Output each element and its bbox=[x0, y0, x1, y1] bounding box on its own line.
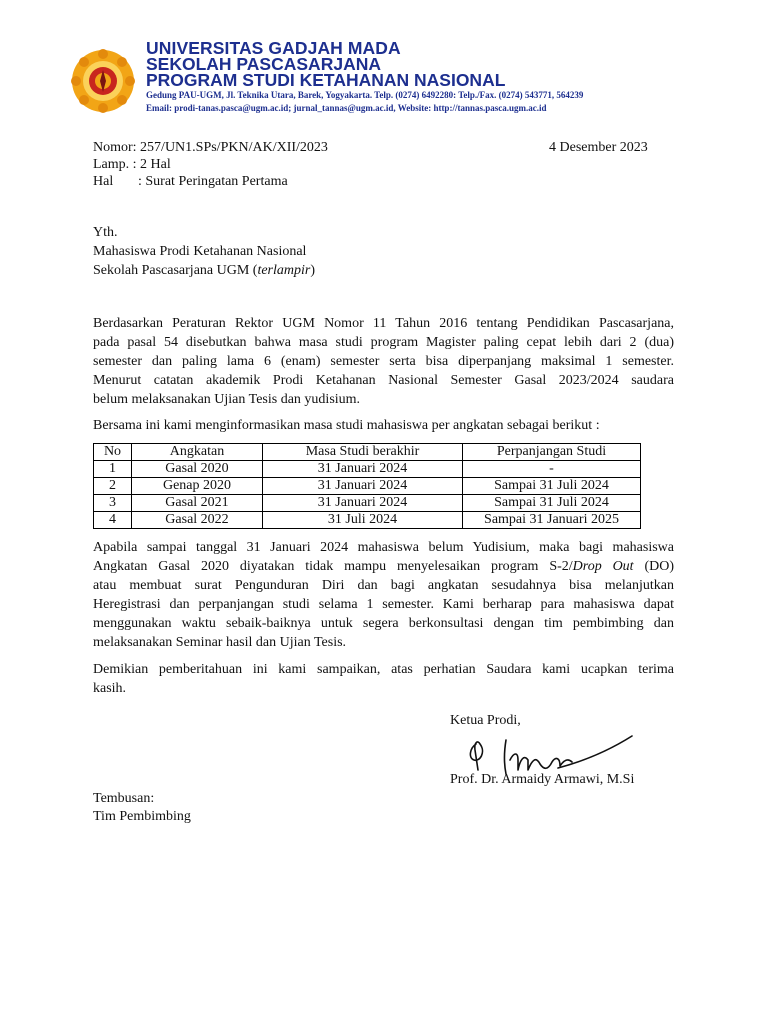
header-perpanjangan: Perpanjangan Studi bbox=[463, 444, 641, 461]
recipient-line-1: Mahasiswa Prodi Ketahanan Nasional bbox=[93, 244, 307, 259]
table-header-row bbox=[94, 444, 641, 461]
cell-perpanjangan: - bbox=[463, 461, 641, 478]
cell-masa-studi: 31 Januari 2024 bbox=[263, 495, 463, 512]
table-row bbox=[94, 478, 641, 495]
cell-angkatan: Gasal 2021 bbox=[132, 495, 263, 512]
cell-perpanjangan: Sampai 31 Juli 2024 bbox=[463, 478, 641, 495]
paragraph-regulation: Berdasarkan Peraturan Rektor UGM Nomor 11 Tahun 2016 tentang Pendidikan Pascasarjana, pada pasal 54 disebutkan bahwa masa studi program Magister paling cepat lebih dari 2 (dua) semester dan paling lama 6 (enam) semester serta bisa diperpanjang maksimal 1 semester. Menurut catatan akademik Prodi Ketahanan Nasional Semester Gasal 2023/2024 saudara belum melaksanakan Ujian Tesis dan yudisium. bbox=[93, 316, 674, 407]
subject-value: : Surat Peringatan Pertama bbox=[138, 174, 288, 189]
paragraph-closing: Demikian pemberitahuan ini kami sampaikan, atas perhatian Saudara kami ucapkan terima kasih. bbox=[93, 662, 674, 696]
header-angkatan: Angkatan bbox=[132, 444, 263, 461]
cell-no: 2 bbox=[94, 478, 132, 495]
signatory-title: Ketua Prodi, bbox=[450, 713, 521, 728]
cell-no: 1 bbox=[94, 461, 132, 478]
table-row bbox=[94, 512, 641, 529]
program-name: PROGRAM STUDI KETAHANAN NASIONAL bbox=[146, 70, 506, 90]
cc-label: Tembusan: bbox=[93, 791, 155, 806]
paragraph-intro-table: Bersama ini kami menginformasikan masa studi mahasiswa per angkatan sebagai berikut : bbox=[93, 418, 600, 433]
school-name: SEKOLAH PASCASARJANA bbox=[146, 54, 381, 74]
paragraph-warning: Apabila sampai tanggal 31 Januari 2024 mahasiswa belum Yudisium, maka bagi mahasiswa Angkatan Gasal 2020 diyatakan tidak mampu menyelesaikan program S-2/Drop Out (DO) atau membuat surat Pengunduran Diri dan bagi angkatan sesudahnya bisa melanjutkan Heregistrasi dan perpanjangan studi selama 1 semester. Kami berharap para mahasiswa dapat menggunakan waktu sebaik-baiknya untuk segera berkonsultasi dengan tim pembimbing dan melaksanakan Seminar hasil dan Ujian Tesis. bbox=[93, 540, 674, 650]
cell-no: 3 bbox=[94, 495, 132, 512]
header-no: No bbox=[94, 444, 132, 461]
letterhead bbox=[66, 28, 678, 132]
university-name: UNIVERSITAS GADJAH MADA bbox=[146, 38, 401, 58]
letter-date: 4 Desember 2023 bbox=[549, 140, 648, 155]
table-row bbox=[94, 495, 641, 512]
cell-no: 4 bbox=[94, 512, 132, 529]
contact-line: Email: prodi-tanas.pasca@ugm.ac.id; jurnal_tannas@ugm.ac.id, Website: http://tannas.pasca.ugm.ac.id bbox=[146, 103, 547, 113]
cell-perpanjangan: Sampai 31 Januari 2025 bbox=[463, 512, 641, 529]
cell-angkatan: Genap 2020 bbox=[132, 478, 263, 495]
recipient-salutation: Yth. bbox=[93, 225, 118, 240]
table-row bbox=[94, 461, 641, 478]
letter-number: Nomor: 257/UN1.SPs/PKN/AK/XII/2023 bbox=[93, 140, 328, 155]
cell-angkatan: Gasal 2020 bbox=[132, 461, 263, 478]
study-period-table bbox=[93, 443, 641, 529]
attachment-count: Lamp. : 2 Hal bbox=[93, 157, 171, 172]
cell-masa-studi: 31 Juli 2024 bbox=[263, 512, 463, 529]
cell-masa-studi: 31 Januari 2024 bbox=[263, 478, 463, 495]
cell-angkatan: Gasal 2022 bbox=[132, 512, 263, 529]
cell-masa-studi: 31 Januari 2024 bbox=[263, 461, 463, 478]
ugm-logo-icon bbox=[70, 48, 136, 114]
header-masa-studi: Masa Studi berakhir bbox=[263, 444, 463, 461]
address-line: Gedung PAU-UGM, Jl. Teknika Utara, Barek, Yogyakarta. Telp. (0274) 6492280: Telp./Fax. (0274) 543771, 564239 bbox=[146, 90, 584, 100]
cell-perpanjangan: Sampai 31 Juli 2024 bbox=[463, 495, 641, 512]
subject-label: Hal bbox=[93, 174, 114, 189]
recipient-line-2: Sekolah Pascasarjana UGM (terlampir) bbox=[93, 263, 316, 278]
cc-item: Tim Pembimbing bbox=[93, 809, 191, 824]
signatory-name: Prof. Dr. Armaidy Armawi, M.Si bbox=[450, 772, 635, 787]
